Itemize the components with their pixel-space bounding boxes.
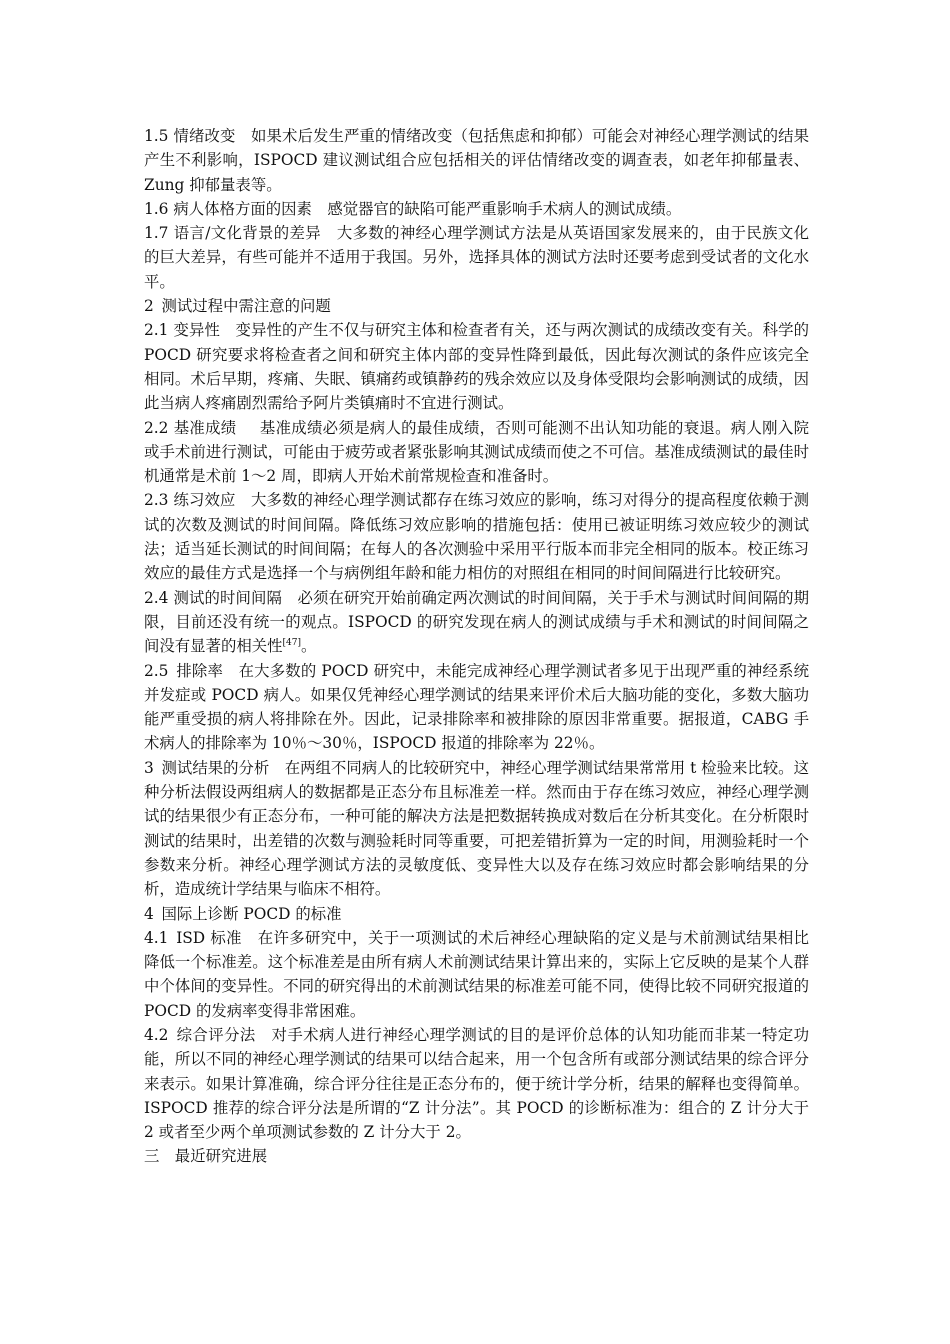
paragraph-1-5 <box>144 124 809 197</box>
section-body: 大多数的神经心理学测试都存在练习效应的影响，练习对得分的提高程度依赖于测试的次数及测试的时间间隔。降低练习效应影响的措施包括：使用已被证明练习效应较少的测试法；适当延长测试的时间间隔；在每人的各次测验中采用平行版本而非完全相同的版本。校正练习效应的最佳方式是选择一个与病例组年龄和能力相仿的对照组在相同的时间间隔进行比较研究。 <box>144 491 809 583</box>
section-title: 最近研究进展 <box>174 1147 268 1166</box>
section-title: 变异性 <box>173 321 221 340</box>
paragraph-3 <box>144 756 809 902</box>
section-title: ISD 标准 <box>176 928 242 947</box>
paragraph-1-7 <box>144 221 809 294</box>
citation-ref: [47] <box>282 638 302 649</box>
section-body: 如果术后发生严重的情绪改变（包括焦虑和抑郁）可能会对神经心理学测试的结果产生不利影响，ISPOCD 建议测试组合应包括相关的评估情绪改变的调查表，如老年抑郁量表、Zung 抑郁量表等。 <box>144 127 809 194</box>
section-number: 2.1 <box>144 321 169 340</box>
section-number: 2 <box>144 297 154 316</box>
section-number: 2.2 <box>144 418 169 437</box>
section-title: 测试的时间间隔 <box>173 588 283 607</box>
heading-2 <box>144 294 809 318</box>
section-title: 综合评分法 <box>176 1025 256 1044</box>
paragraph-4-2 <box>144 1023 809 1144</box>
section-title: 情绪改变 <box>173 127 236 145</box>
section-body: 变异性的产生不仅与研究主体和检查者有关，还与两次测试的成绩改变有关。科学的 POCD 研究要求将检查者之间和研究主体内部的变异性降到最低，因此每次测试的条件应该完全相同。术后早期，疼痛、失眠、镇痛药或镇静药的残余效应以及身体受限均会影响测试的成绩，因此当病人疼痛剧烈需给予阿片类镇痛时不宜进行测试。 <box>144 321 809 413</box>
section-title: 语言/文化背景的差异 <box>173 224 322 243</box>
section-title: 国际上诊断 POCD 的标准 <box>161 904 342 923</box>
section-number: 2.4 <box>144 588 169 607</box>
paragraph-2-2 <box>144 416 809 489</box>
section-number: 2.3 <box>144 491 169 510</box>
section-body: 大多数的神经心理学测试方法是从英语国家发展来的，由于民族文化的巨大差异，有些可能并不适用于我国。另外，选择具体的测试方法时还要考虑到受试者的文化水平。 <box>144 224 809 291</box>
section-number: 1.6 <box>144 199 169 218</box>
section-body: 感觉器官的缺陷可能严重影响手术病人的测试成绩。 <box>327 199 682 218</box>
section-number: 1.5 <box>144 127 169 145</box>
section-body: 在两组不同病人的比较研究中，神经心理学测试结果常常用 t 检验来比较。这种分析法假设两组病人的数据都是正态分布且标准差一样。然而由于存在练习效应，神经心理学测试的结果很少有正态分布，一种可能的解决方法是把数据转换成对数后在分析其变化。在分析限时测试的结果时，出差错的次数与测验耗时同等重要，可把差错折算为一定的时间，用测验耗时一个参数来分析。神经心理学测试方法的灵敏度低、变异性大以及存在练习效应时都会影响结果的分析，造成统计学结果与临床不相符。 <box>144 758 809 899</box>
document-page <box>144 124 809 1169</box>
paragraph-4-1 <box>144 926 809 1023</box>
section-number: 4.2 <box>144 1025 169 1044</box>
section-body-tail: 。 <box>301 637 317 656</box>
section-title: 测试过程中需注意的问题 <box>161 297 331 316</box>
section-number: 1.7 <box>144 224 169 243</box>
section-number: 三 <box>144 1147 160 1166</box>
section-title: 基准成绩 <box>173 418 237 437</box>
section-number: 4.1 <box>144 928 169 947</box>
section-number: 4 <box>144 904 154 923</box>
paragraph-2-1 <box>144 318 809 415</box>
heading-3-recent <box>144 1144 809 1168</box>
section-title: 排除率 <box>176 661 224 680</box>
section-body: 基准成绩必须是病人的最佳成绩，否则可能测不出认知功能的衰退。病人刚入院或手术前进行测试，可能由于疲劳或者紧张影响其测试成绩而使之不可信。基准成绩测试的最佳时机通常是术前 1～2 周，即病人开始术前常规检查和准备时。 <box>144 418 809 486</box>
section-title: 测试结果的分析 <box>161 758 270 777</box>
section-body: 对手术病人进行神经心理学测试的目的是评价总体的认知功能而非某一特定功能，所以不同的神经心理学测试的结果可以结合起来，用一个包含所有或部分测试结果的综合评分来表示。如果计算准确，综合评分往往是正态分布的，便于统计学分析，结果的解释也变得简单。ISPOCD 推荐的综合评分法是所谓的“Z 计分法”。其 POCD 的诊断标准为：组合的 Z 计分大于 2 或者至少两个单项测试参数的 Z 计分大于 2。 <box>144 1025 809 1142</box>
section-body: 在许多研究中，关于一项测试的术后神经心理缺陷的定义是与术前测试结果相比降低一个标准差。这个标准差是由所有病人术前测试结果计算出来的，实际上它反映的是某个人群中个体间的变异性。不同的研究得出的术前测试结果的标准差可能不同，使得比较不同研究报道的 POCD 的发病率变得非常困难。 <box>144 928 809 1020</box>
section-body: 在大多数的 POCD 研究中，未能完成神经心理学测试者多见于出现严重的神经系统并发症或 POCD 病人。如果仅凭神经心理学测试的结果来评价术后大脑功能的变化，多数大脑功能严重受损的病人将排除在外。因此，记录排除率和被排除的原因非常重要。据报道，CABG 手术病人的排除率为 10％～30％，ISPOCD 报道的排除率为 22％。 <box>144 661 809 753</box>
section-title: 病人体格方面的因素 <box>173 199 312 218</box>
paragraph-1-6 <box>144 197 809 221</box>
section-number: 3 <box>144 758 154 777</box>
heading-4 <box>144 902 809 926</box>
section-number: 2.5 <box>144 661 169 680</box>
section-title: 练习效应 <box>173 491 236 510</box>
paragraph-2-3 <box>144 488 809 585</box>
section-body: 必须在研究开始前确定两次测试的时间间隔，关于手术与测试时间间隔的期限，目前还没有统一的观点。ISPOCD 的研究发现在病人的测试成绩与手术和测试的时间间隔之间没有显著的相关性 <box>144 588 809 656</box>
paragraph-2-5 <box>144 659 809 756</box>
paragraph-2-4 <box>144 586 809 659</box>
